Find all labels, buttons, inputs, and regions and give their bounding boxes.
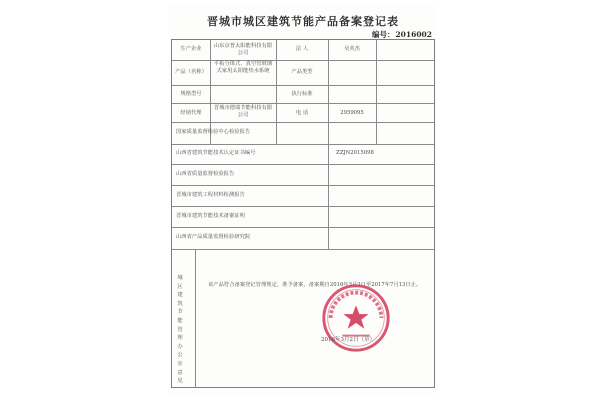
- product-name-label: 产品（名称）: [175, 69, 207, 75]
- spec-label: 规格型号: [180, 91, 202, 97]
- record-number-value: 2016002: [395, 30, 432, 39]
- official-seal-icon: [317, 279, 395, 357]
- product-type-label: 产品类型: [291, 69, 313, 75]
- row-divider: [172, 164, 434, 165]
- row-divider: [172, 227, 434, 228]
- approval-date: 2016年3月2日（章）: [321, 337, 375, 343]
- approval-text: 该产品符合备案登记管理规定，准予备案，备案期自2016年3月2日至2017年7月13日止。: [208, 282, 422, 288]
- checklist-item: 山西省产品质量监督检验研究院: [176, 234, 251, 240]
- col-divider: [195, 249, 196, 388]
- row-divider: [172, 122, 434, 123]
- row-divider: [172, 103, 434, 104]
- form-table: [171, 39, 435, 388]
- row-divider: [172, 185, 434, 186]
- legal-rep-label: 法 人: [295, 46, 309, 52]
- row-divider: [172, 206, 434, 207]
- product-name-value: 平板分体式、真空管玻璃式家用太阳能热水系统: [213, 61, 273, 74]
- checklist-item: 山西省建筑节能技术认定证书编号: [176, 150, 256, 156]
- form-title: 晋城市城区建筑节能产品备案登记表: [207, 15, 399, 28]
- phone-label: 电 话: [295, 110, 309, 116]
- row-divider: [172, 144, 434, 145]
- legal-rep-value: 吴英杰: [344, 46, 360, 52]
- col-divider: [376, 40, 377, 144]
- manufacturer-label: 生产企业: [180, 46, 202, 52]
- registration-form-sheet: [168, 6, 438, 394]
- checklist-item: 国家质量监督检验中心检验报告: [176, 129, 251, 135]
- phone-value: 2959095: [340, 110, 364, 116]
- record-number-label: 编号：: [371, 30, 395, 39]
- checklist-item: 晋城市建筑节能技术备案证明: [176, 213, 245, 219]
- row-divider: [172, 60, 434, 61]
- standard-label: 执行标准: [291, 91, 313, 97]
- col-divider: [328, 144, 329, 249]
- manufacturer-value: 山东京普太阳能科技有限公司: [213, 43, 273, 56]
- row-divider: [172, 85, 434, 86]
- agent-value: 晋城市德瑞节能科技有限公司: [213, 105, 273, 118]
- col-divider: [328, 40, 329, 144]
- checklist-item: 晋城市建筑工程材料检测报告: [176, 192, 245, 198]
- checklist-item: 山西省质量监督检验报告: [176, 171, 235, 177]
- dept-opinion-label: 城区建筑节能管理办公室意见: [177, 275, 183, 385]
- row-divider: [172, 249, 434, 250]
- agent-label: 经销代理: [180, 110, 202, 116]
- checklist-value: ZZJN2015098: [336, 150, 374, 156]
